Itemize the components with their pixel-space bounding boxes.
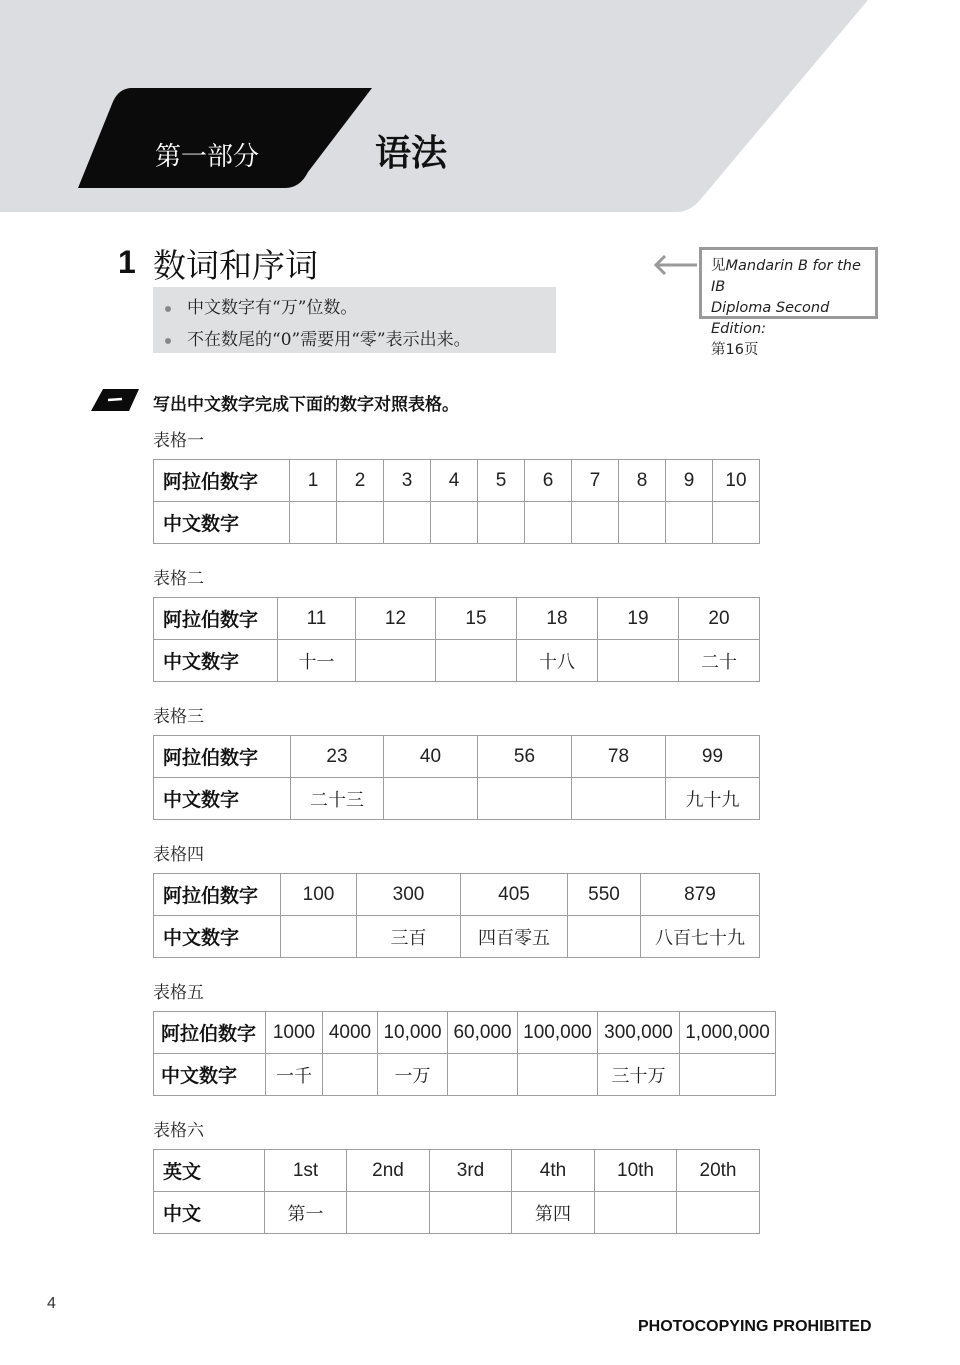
answer-cell[interactable] (337, 502, 384, 544)
table-row (154, 640, 760, 682)
answer-cell[interactable] (525, 502, 572, 544)
answer-cell[interactable]: 二十 (679, 640, 760, 682)
answer-cell[interactable] (384, 502, 431, 544)
section-number: 1 (118, 244, 136, 280)
grammar-notes (153, 287, 556, 353)
arabic-cell: 60,000 (448, 1012, 518, 1054)
answer-cell[interactable] (347, 1192, 430, 1234)
table-row (154, 1192, 760, 1234)
number-table-2 (153, 597, 760, 682)
answer-cell[interactable] (713, 502, 760, 544)
english-cell: 1st (265, 1150, 347, 1192)
table-caption: 表格一 (153, 431, 204, 451)
answer-cell[interactable]: 第四 (512, 1192, 595, 1234)
arabic-cell: 550 (568, 874, 641, 916)
arabic-cell: 10 (713, 460, 760, 502)
arabic-cell: 10,000 (378, 1012, 448, 1054)
table-caption: 表格五 (153, 983, 204, 1003)
answer-cell[interactable] (572, 502, 619, 544)
arabic-cell: 19 (598, 598, 679, 640)
bullet-icon (165, 306, 171, 312)
arabic-cell: 18 (517, 598, 598, 640)
arabic-cell: 1,000,000 (680, 1012, 776, 1054)
chapter-banner (0, 0, 960, 213)
row-header: 阿拉伯数字 (154, 736, 291, 778)
answer-cell[interactable] (572, 778, 666, 820)
answer-cell[interactable] (430, 1192, 512, 1234)
answer-cell[interactable] (518, 1054, 598, 1096)
answer-cell[interactable] (384, 778, 478, 820)
table-row (154, 1012, 776, 1054)
arabic-cell: 2 (337, 460, 384, 502)
answer-cell[interactable] (448, 1054, 518, 1096)
arabic-cell: 11 (278, 598, 356, 640)
answer-cell[interactable] (680, 1054, 776, 1096)
answer-cell[interactable]: 三百 (357, 916, 461, 958)
arabic-cell: 9 (666, 460, 713, 502)
arabic-cell: 40 (384, 736, 478, 778)
row-header: 阿拉伯数字 (154, 598, 278, 640)
table-row (154, 778, 760, 820)
note-item: 中文数字有“万”位数。 (165, 293, 357, 318)
answer-cell[interactable] (356, 640, 436, 682)
exercise-instruction: 写出中文数字完成下面的数字对照表格。 (153, 395, 459, 415)
answer-cell[interactable]: 一千 (266, 1054, 323, 1096)
number-table-1 (153, 459, 760, 544)
page-number: 4 (47, 1295, 56, 1312)
row-header: 中文数字 (154, 1054, 266, 1096)
answer-cell[interactable]: 十八 (517, 640, 598, 682)
arabic-cell: 8 (619, 460, 666, 502)
table-caption: 表格二 (153, 569, 204, 589)
book-reference: 见Mandarin B for the IB Diploma Second Edition: 第16页 (699, 247, 878, 319)
arabic-cell: 6 (525, 460, 572, 502)
arabic-cell: 879 (641, 874, 760, 916)
exercise-marker-icon (91, 389, 139, 411)
number-table-3 (153, 735, 760, 820)
row-header: 中文 (154, 1192, 265, 1234)
answer-cell[interactable]: 一万 (378, 1054, 448, 1096)
part-label: 第一部分 (155, 142, 260, 172)
arabic-cell: 99 (666, 736, 760, 778)
table-row (154, 916, 760, 958)
number-table-5 (153, 1011, 776, 1096)
arabic-cell: 300,000 (598, 1012, 680, 1054)
part-title: 语法 (375, 133, 448, 174)
row-header: 中文数字 (154, 916, 281, 958)
table-row (154, 736, 760, 778)
arabic-cell: 23 (291, 736, 384, 778)
left-arrow-icon (652, 252, 698, 278)
section-title: 数词和序词 (153, 246, 318, 285)
table-row (154, 598, 760, 640)
answer-cell[interactable] (323, 1054, 378, 1096)
answer-cell[interactable]: 三十万 (598, 1054, 680, 1096)
arabic-cell: 7 (572, 460, 619, 502)
answer-cell[interactable]: 第一 (265, 1192, 347, 1234)
english-cell: 10th (595, 1150, 677, 1192)
answer-cell[interactable] (619, 502, 666, 544)
row-header: 中文数字 (154, 778, 291, 820)
copyright-notice: PHOTOCOPYING PROHIBITED (638, 1318, 872, 1335)
row-header: 阿拉伯数字 (154, 1012, 266, 1054)
table-row (154, 1150, 760, 1192)
answer-cell[interactable] (666, 502, 713, 544)
arabic-cell: 20 (679, 598, 760, 640)
english-cell: 2nd (347, 1150, 430, 1192)
table-row (154, 502, 760, 544)
table-caption: 表格三 (153, 707, 204, 727)
arabic-cell: 12 (356, 598, 436, 640)
ordinal-table (153, 1149, 760, 1234)
answer-cell[interactable] (478, 778, 572, 820)
answer-cell[interactable] (598, 640, 679, 682)
arabic-cell: 56 (478, 736, 572, 778)
answer-cell[interactable]: 二十三 (291, 778, 384, 820)
row-header: 阿拉伯数字 (154, 874, 281, 916)
arabic-cell: 15 (436, 598, 517, 640)
answer-cell[interactable]: 四百零五 (461, 916, 568, 958)
answer-cell[interactable] (568, 916, 641, 958)
answer-cell[interactable] (431, 502, 478, 544)
answer-cell[interactable] (677, 1192, 760, 1234)
table-caption: 表格四 (153, 845, 204, 865)
arabic-cell: 1 (290, 460, 337, 502)
arabic-cell: 1000 (266, 1012, 323, 1054)
row-header: 英文 (154, 1150, 265, 1192)
answer-cell[interactable] (595, 1192, 677, 1234)
english-cell: 20th (677, 1150, 760, 1192)
row-header: 中文数字 (154, 502, 290, 544)
answer-cell[interactable]: 九十九 (666, 778, 760, 820)
answer-cell[interactable] (478, 502, 525, 544)
bullet-icon (165, 338, 171, 344)
arabic-cell: 3 (384, 460, 431, 502)
arabic-cell: 78 (572, 736, 666, 778)
arabic-cell: 5 (478, 460, 525, 502)
answer-cell[interactable] (290, 502, 337, 544)
table-row (154, 460, 760, 502)
arabic-cell: 100,000 (518, 1012, 598, 1054)
english-cell: 4th (512, 1150, 595, 1192)
arabic-cell: 405 (461, 874, 568, 916)
table-caption: 表格六 (153, 1121, 204, 1141)
row-header: 中文数字 (154, 640, 278, 682)
row-header: 阿拉伯数字 (154, 460, 290, 502)
english-cell: 3rd (430, 1150, 512, 1192)
number-table-4 (153, 873, 760, 958)
arabic-cell: 300 (357, 874, 461, 916)
answer-cell[interactable] (436, 640, 517, 682)
table-row (154, 874, 760, 916)
note-item: 不在数尾的“0”需要用“零”表示出来。 (165, 325, 471, 350)
table-row (154, 1054, 776, 1096)
answer-cell[interactable]: 八百七十九 (641, 916, 760, 958)
arabic-cell: 100 (281, 874, 357, 916)
answer-cell[interactable]: 十一 (278, 640, 356, 682)
arabic-cell: 4000 (323, 1012, 378, 1054)
answer-cell[interactable] (281, 916, 357, 958)
arabic-cell: 4 (431, 460, 478, 502)
